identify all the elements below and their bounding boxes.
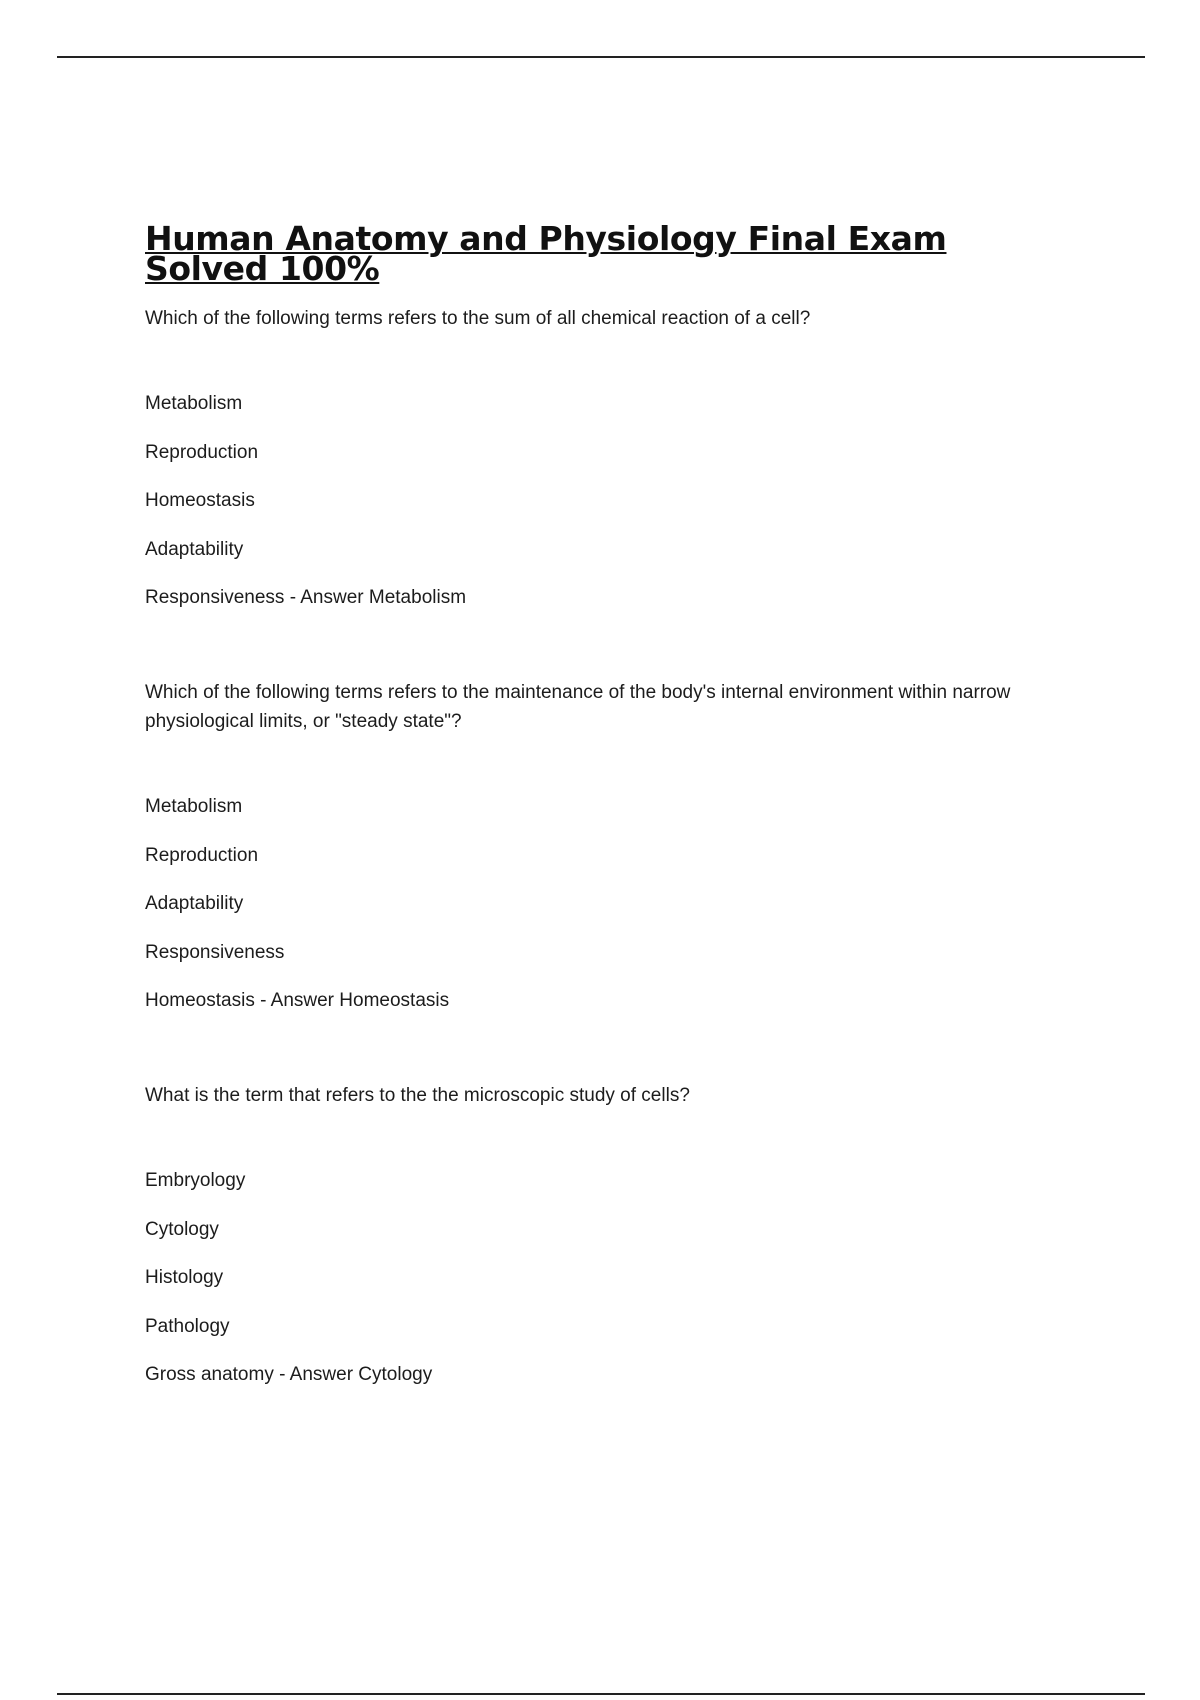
question-block-1 bbox=[145, 304, 1045, 612]
answer-option: Cytology bbox=[145, 1218, 219, 1240]
answer-option: Homeostasis bbox=[145, 490, 255, 511]
answer-option: Embryology bbox=[145, 1170, 246, 1191]
document-body bbox=[145, 219, 1045, 1455]
answer-option: Metabolism bbox=[145, 796, 243, 817]
answer-option-with-answer: Homeostasis - Answer Homeostasis bbox=[145, 990, 450, 1011]
answer-option: Responsiveness bbox=[145, 941, 285, 963]
answer-option: Reproduction bbox=[145, 844, 259, 866]
answer-option: Adaptability bbox=[145, 538, 244, 560]
footer-rule bbox=[57, 1693, 1145, 1695]
answer-option-with-answer: Gross anatomy - Answer Cytology bbox=[145, 1364, 433, 1385]
answer-option-with-answer: Responsiveness - Answer Metabolism bbox=[145, 587, 467, 608]
answer-options bbox=[145, 1166, 1045, 1389]
answer-option: Histology bbox=[145, 1267, 224, 1288]
answer-option: Metabolism bbox=[145, 393, 243, 414]
answer-option: Pathology bbox=[145, 1315, 230, 1337]
question-prompt: Which of the following terms refers to the sum of all chemical reaction of a cell? bbox=[145, 308, 811, 329]
question-block-3 bbox=[145, 1081, 1045, 1389]
answer-options bbox=[145, 389, 1045, 612]
question-prompt: What is the term that refers to the the microscopic study of cells? bbox=[145, 1085, 690, 1106]
document-title: Human Anatomy and Physiology Final Exam Solved 100% bbox=[145, 219, 947, 288]
question-prompt: Which of the following terms refers to the maintenance of the body's internal environment within narrow physiological limits, or "steady state"? bbox=[145, 682, 1011, 732]
answer-options bbox=[145, 792, 1045, 1015]
question-block-2 bbox=[145, 678, 1045, 1015]
header-rule bbox=[57, 56, 1145, 58]
answer-option: Reproduction bbox=[145, 441, 259, 463]
answer-option: Adaptability bbox=[145, 893, 244, 914]
